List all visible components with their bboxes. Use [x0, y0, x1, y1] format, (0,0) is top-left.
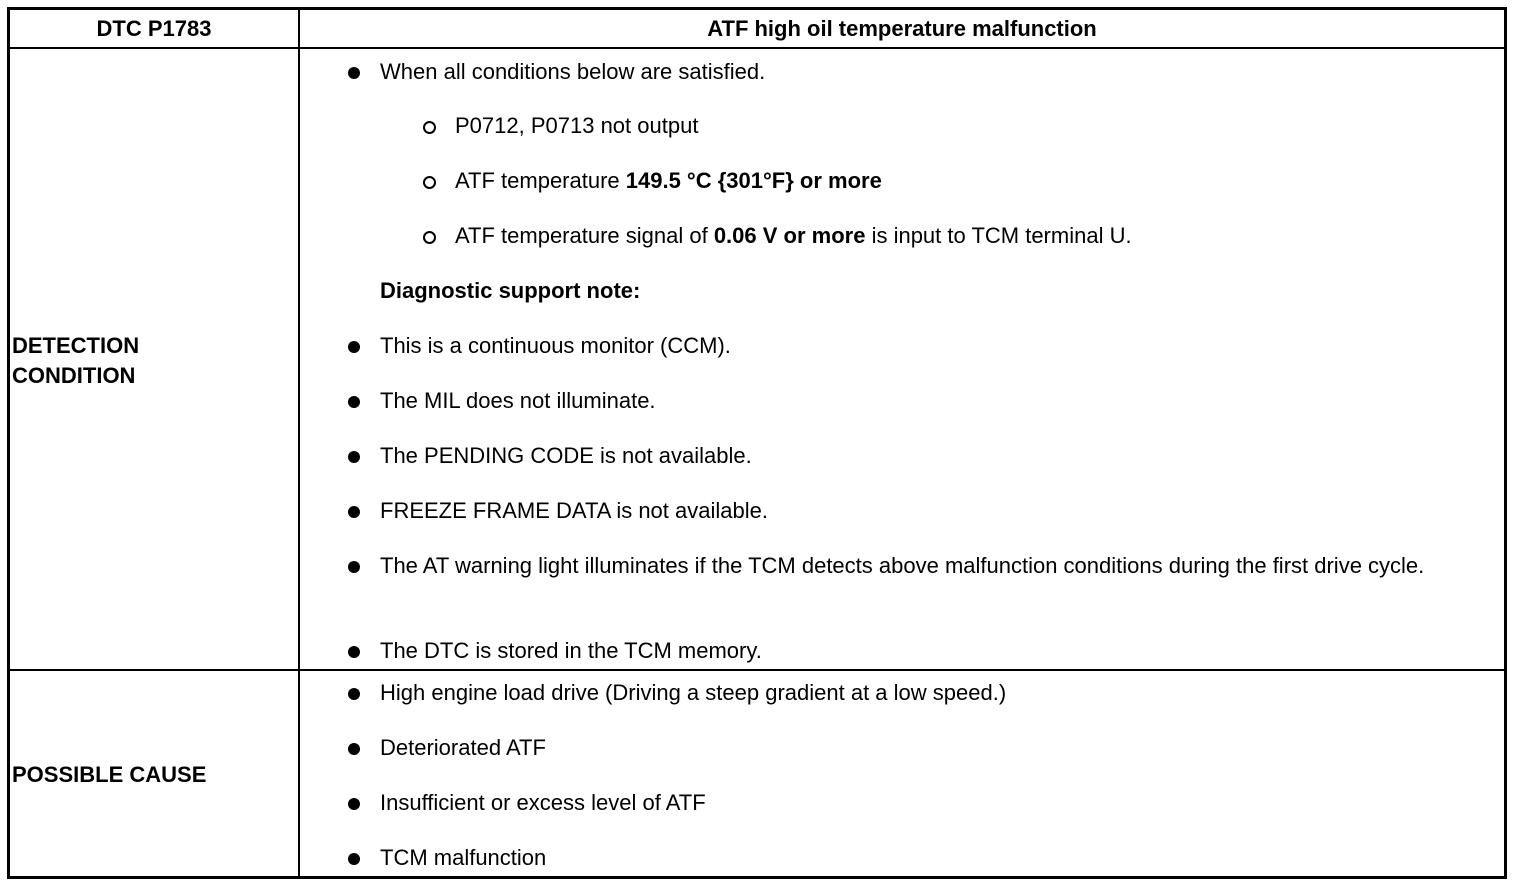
row-divider — [7, 669, 1507, 671]
column-divider — [298, 7, 300, 879]
bullet-icon — [348, 743, 360, 755]
condition-item: ATF temperature signal of 0.06 V or more is input to TCM terminal U. — [455, 223, 1132, 248]
condition-item: ATF temperature 149.5 °C {301°F} or more — [455, 168, 882, 193]
bullet-icon — [348, 451, 360, 463]
condition-item: P0712, P0713 not output — [455, 113, 699, 138]
support-note-item: This is a continuous monitor (CCM). — [380, 333, 731, 358]
bullet-icon — [348, 688, 360, 700]
bullet-icon — [348, 798, 360, 810]
sub-bullet-icon — [423, 176, 436, 189]
bullet-icon — [348, 561, 360, 573]
detection-label-line1: DETECTION — [12, 333, 140, 358]
bullet-icon — [348, 341, 360, 353]
support-note-item: The PENDING CODE is not available. — [380, 443, 752, 468]
support-note-item: The DTC is stored in the TCM memory. — [380, 638, 762, 663]
support-note-item: The AT warning light illuminates if the TCM detects above malfunction conditions during the first drive cycle. — [380, 553, 1425, 578]
header-divider — [7, 47, 1507, 49]
sub-bullet-icon — [423, 231, 436, 244]
bullet-icon — [348, 396, 360, 408]
cause-item: Deteriorated ATF — [380, 735, 546, 760]
cause-item: High engine load drive (Driving a steep gradient at a low speed.) — [380, 680, 1007, 705]
cause-item: TCM malfunction — [380, 845, 547, 870]
bullet-icon — [348, 67, 360, 79]
detection-label-line2: CONDITION — [12, 363, 136, 388]
dtc-table — [7, 7, 1507, 879]
dtc-code: DTC P1783 — [96, 16, 212, 41]
sub-bullet-icon — [423, 121, 436, 134]
dtc-title: ATF high oil temperature malfunction — [707, 16, 1097, 41]
support-note-heading: Diagnostic support note: — [380, 278, 641, 303]
possible-cause-label: POSSIBLE CAUSE — [12, 762, 207, 787]
support-note-item: FREEZE FRAME DATA is not available. — [380, 498, 768, 523]
detection-intro: When all conditions below are satisfied. — [380, 59, 766, 84]
bullet-icon — [348, 646, 360, 658]
bullet-icon — [348, 853, 360, 865]
support-note-item: The MIL does not illuminate. — [380, 388, 656, 413]
cause-item: Insufficient or excess level of ATF — [380, 790, 706, 815]
bullet-icon — [348, 506, 360, 518]
